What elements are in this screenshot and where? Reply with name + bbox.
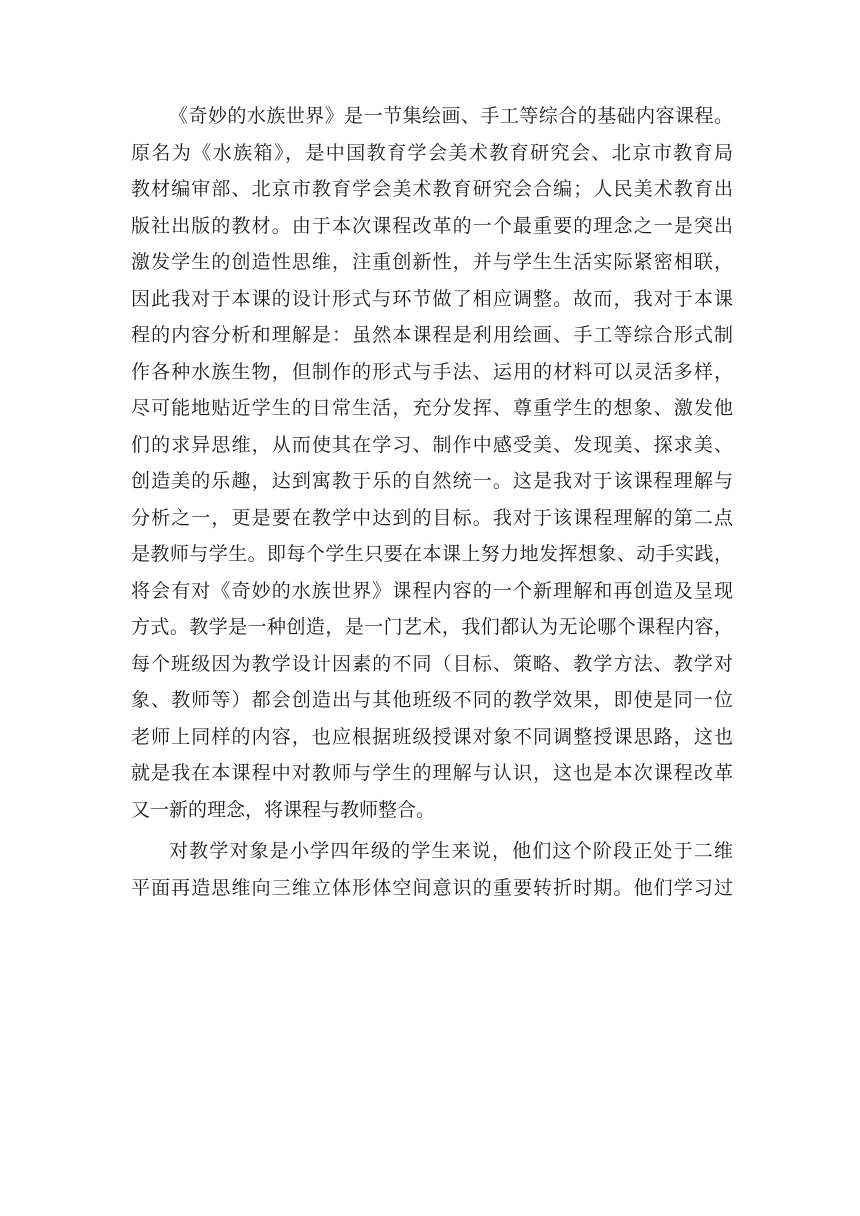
paragraph-line: 尽可能地贴近学生的日常生活，充分发挥、尊重学生的想象、激发他 (131, 397, 733, 419)
paragraph-line: 教材编审部、北京市教育学会美术教育研究会合编；人民美术教育出 (131, 178, 733, 200)
paragraph-line: 就是我在本课程中对教师与学生的理解与认识，这也是本次课程改革 (131, 762, 733, 784)
paragraph-line: 又一新的理念，将课程与教师整合。 (131, 798, 436, 821)
paragraph-line: 对教学对象是小学四年级的学生来说，他们这个阶段正处于二维 (169, 840, 733, 862)
document-body (131, 98, 733, 906)
paragraph-line: 程的内容分析和理解是：虽然本课程是利用绘画、手工等综合形式制 (131, 324, 733, 346)
paragraph-line: 平面再造思维向三维立体形体空间意识的重要转折时期。他们学习过 (131, 876, 733, 899)
paragraph-line: 将会有对《奇妙的水族世界》课程内容的一个新理解和再创造及呈现 (131, 579, 733, 602)
paragraph-line: 象、教师等）都会创造出与其他班级不同的教学效果，即使是同一位 (131, 689, 733, 711)
paragraph-line: 分析之一，更是要在教学中达到的目标。我对于该课程理解的第二点 (131, 506, 733, 529)
paragraph-1 (131, 98, 733, 828)
paragraph-line: 因此我对于本课的设计形式与环节做了相应调整。故而，我对于本课 (131, 287, 733, 310)
paragraph-line: 们的求异思维，从而使其在学习、制作中感受美、发现美、探求美、 (131, 433, 733, 456)
paragraph-2 (131, 833, 733, 906)
paragraph-line: 创造美的乐趣，达到寓教于乐的自然统一。这是我对于该课程理解与 (131, 470, 733, 492)
paragraph-line: 方式。教学是一种创造，是一门艺术，我们都认为无论哪个课程内容， (131, 616, 733, 638)
paragraph-line: 原名为《水族箱》，是中国教育学会美术教育研究会、北京市教育局 (131, 141, 733, 164)
paragraph-line: 激发学生的创造性思维，注重创新性，并与学生生活实际紧密相联， (131, 251, 733, 273)
paragraph-line: 作各种水族生物，但制作的形式与手法、运用的材料可以灵活多样， (131, 360, 733, 383)
paragraph-line: 每个班级因为教学设计因素的不同（目标、策略、教学方法、教学对 (131, 652, 733, 675)
paragraph-line: 老师上同样的内容，也应根据班级授课对象不同调整授课思路，这也 (131, 725, 733, 748)
paragraph-line: 版社出版的教材。由于本次课程改革的一个最重要的理念之一是突出 (131, 214, 733, 237)
paragraph-line: 是教师与学生。即每个学生只要在本课上努力地发挥想象、动手实践， (131, 543, 733, 565)
paragraph-line: 《奇妙的水族世界》是一节集绘画、手工等综合的基础内容课程。 (169, 105, 733, 127)
